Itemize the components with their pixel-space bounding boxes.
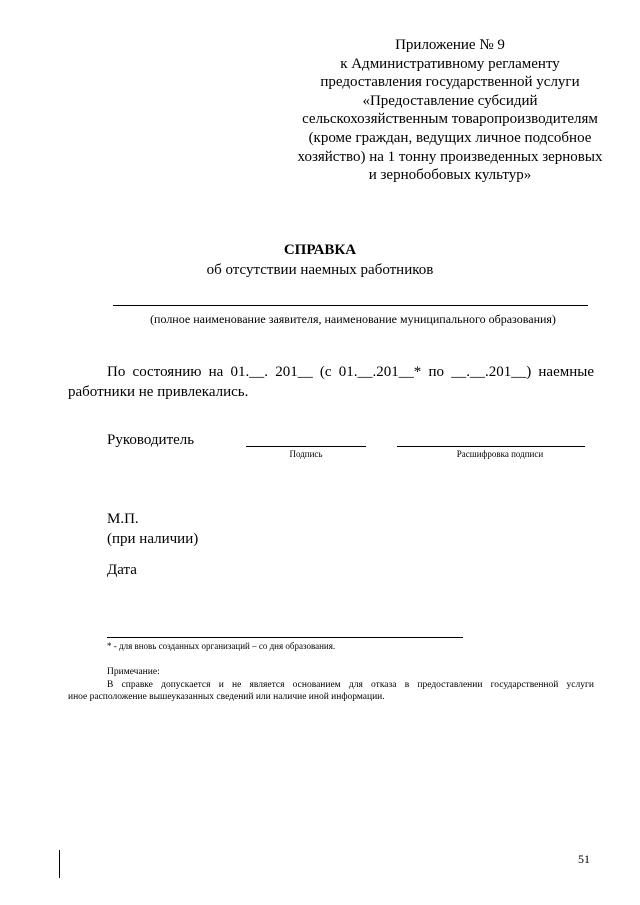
margin-bar bbox=[59, 850, 60, 878]
footnote: * - для вновь созданных организаций – со дня образования. bbox=[107, 641, 336, 651]
note-line-2: иное расположение вышеуказанных сведений или наличие иной информации. bbox=[68, 692, 385, 702]
appendix-line: к Административному регламенту bbox=[340, 55, 560, 72]
statement-line-2: работники не привлекались. bbox=[68, 384, 249, 400]
appendix-line: и зернобобовых культур» bbox=[368, 167, 532, 184]
page-number: 51 bbox=[578, 852, 590, 866]
appendix-line: «Предоставление субсидий bbox=[362, 92, 538, 109]
document-title: СПРАВКА bbox=[283, 242, 357, 258]
applicant-fill-line bbox=[113, 305, 588, 306]
date-label: Дата bbox=[107, 562, 137, 578]
applicant-caption: (полное наименование заявителя, наименование муниципального образования) bbox=[150, 312, 556, 326]
signature-line bbox=[246, 446, 366, 447]
footnote-rule bbox=[107, 637, 463, 638]
signature-decode-line bbox=[397, 446, 585, 447]
stamp-note: (при наличии) bbox=[107, 531, 199, 547]
appendix-line: хозяйство) на 1 тонну произведенных зерновых bbox=[297, 148, 603, 165]
stamp-block bbox=[107, 509, 198, 549]
appendix-line: сельскохозяйственным товаропроизводителям bbox=[302, 111, 598, 128]
appendix-line: (кроме граждан, ведущих личное подсобное bbox=[308, 129, 592, 146]
note-text bbox=[68, 679, 594, 703]
appendix-header bbox=[270, 36, 630, 185]
head-label: Руководитель bbox=[107, 432, 195, 448]
document-subtitle: об отсутствии наемных работников bbox=[206, 262, 434, 278]
appendix-line: Приложение № 9 bbox=[395, 37, 505, 53]
statement-line-1: По состоянию на 01.__. 201__ (с 01.__.201__* по __.__.201__) наемные bbox=[107, 364, 594, 380]
signature-decode-caption: Расшифровка подписи bbox=[456, 449, 544, 459]
stamp-label: М.П. bbox=[107, 511, 139, 527]
appendix-line: предоставления государственной услуги bbox=[320, 74, 580, 91]
note-line-1: В справке допускается и не является основанием для отказа в предоставлении государственной услуги bbox=[107, 680, 594, 690]
note-label: Примечание: bbox=[107, 667, 160, 677]
signature-caption: Подпись bbox=[289, 449, 323, 459]
